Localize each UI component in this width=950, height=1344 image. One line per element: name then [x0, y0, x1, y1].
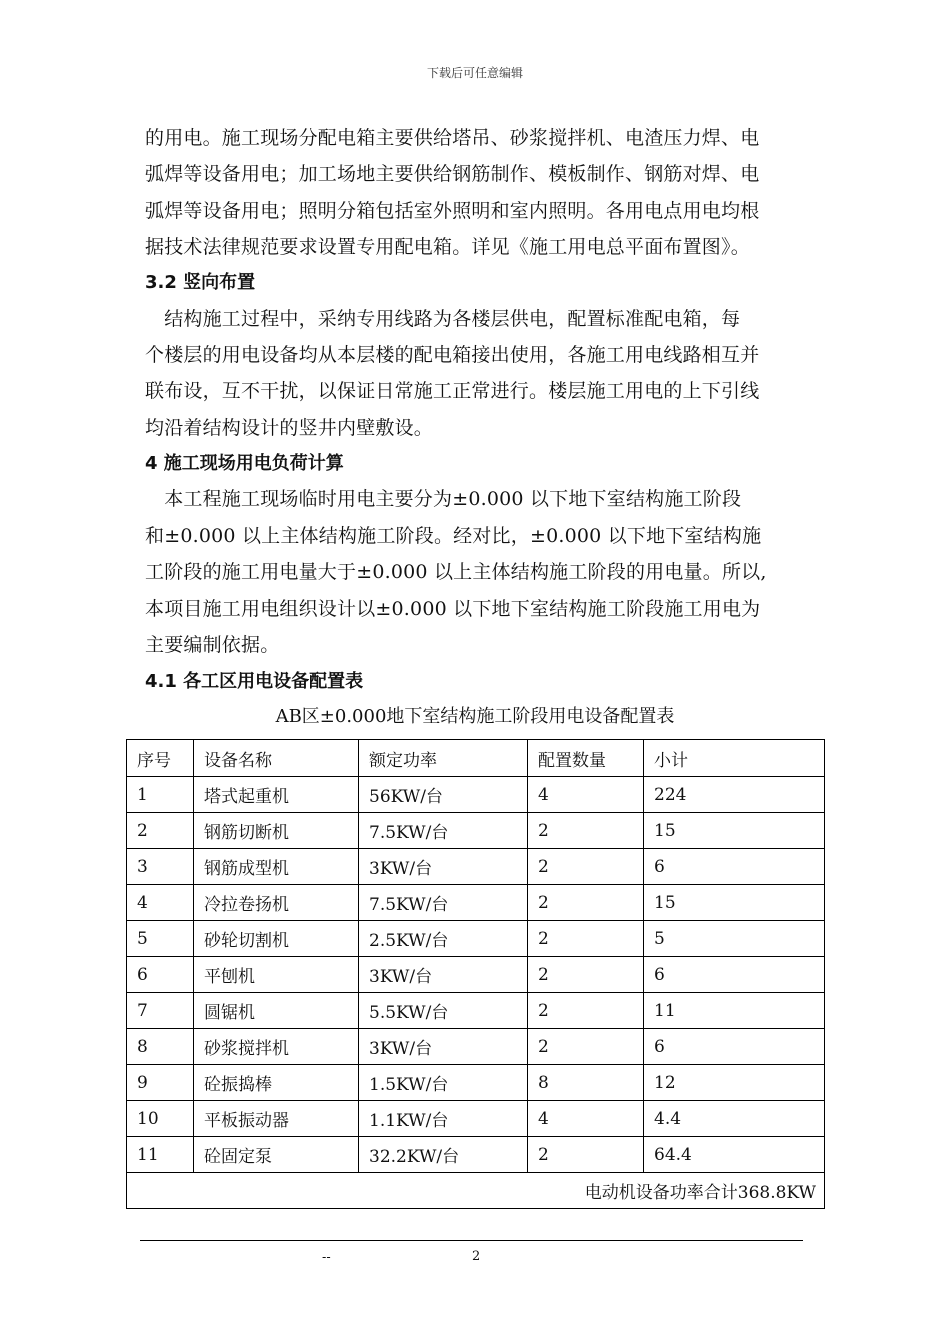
cell-subtotal: 224 — [644, 777, 825, 813]
cell-quantity: 2 — [528, 1137, 644, 1173]
equipment-table — [126, 739, 825, 1209]
cell-quantity: 2 — [528, 921, 644, 957]
column-header: 序号 — [127, 740, 194, 777]
paragraph-line: 联布设，互不干扰，以保证日常施工正常进行。楼层施工用电的上下引线 — [145, 380, 760, 402]
cell-index: 1 — [127, 777, 194, 813]
paragraph-line: 本工程施工现场临时用电主要分为±0.000 以下地下室结构施工阶段 — [145, 488, 742, 510]
cell-quantity: 4 — [528, 777, 644, 813]
cell-subtotal: 5 — [644, 921, 825, 957]
table-header-row — [127, 740, 825, 777]
cell-power: 3KW/台 — [359, 849, 528, 885]
cell-power: 2.5KW/台 — [359, 921, 528, 957]
paragraph-line: 和±0.000 以上主体结构施工阶段。经对比，±0.000 以下地下室结构施 — [145, 525, 762, 547]
paragraph-line: 主要编制依据。 — [145, 634, 280, 656]
cell-equipment: 砂浆搅拌机 — [194, 1029, 359, 1065]
cell-index: 7 — [127, 993, 194, 1029]
cell-quantity: 8 — [528, 1065, 644, 1101]
cell-equipment: 钢筋切断机 — [194, 813, 359, 849]
cell-quantity: 2 — [528, 1029, 644, 1065]
footer-dashes: -- — [322, 1250, 331, 1264]
column-header: 小计 — [644, 740, 825, 777]
cell-index: 4 — [127, 885, 194, 921]
cell-index: 6 — [127, 957, 194, 993]
cell-equipment: 平刨机 — [194, 957, 359, 993]
cell-power: 5.5KW/台 — [359, 993, 528, 1029]
total-power-cell: 电动机设备功率合计368.8KW — [127, 1173, 825, 1209]
cell-equipment: 平板振动器 — [194, 1101, 359, 1137]
paragraph-line: 本项目施工用电组织设计以±0.000 以下地下室结构施工阶段施工用电为 — [145, 598, 761, 620]
paragraph-line: 弧焊等设备用电；照明分箱包括室外照明和室内照明。各用电点用电均根 — [145, 200, 760, 222]
cell-quantity: 2 — [528, 849, 644, 885]
cell-power: 1.5KW/台 — [359, 1065, 528, 1101]
cell-equipment: 砂轮切割机 — [194, 921, 359, 957]
cell-power: 3KW/台 — [359, 1029, 528, 1065]
cell-index: 10 — [127, 1101, 194, 1137]
column-header: 设备名称 — [194, 740, 359, 777]
page-header: 下载后可任意编辑 — [426, 66, 523, 80]
cell-index: 9 — [127, 1065, 194, 1101]
cell-quantity: 2 — [528, 885, 644, 921]
cell-index: 3 — [127, 849, 194, 885]
footer-divider — [140, 1240, 803, 1241]
table-row — [127, 921, 825, 957]
section-heading-3-2: 3.2 竖向布置 — [145, 272, 256, 293]
cell-power: 32.2KW/台 — [359, 1137, 528, 1173]
page-number: 2 — [472, 1249, 481, 1264]
table-row — [127, 1065, 825, 1101]
paragraph-line: 均沿着结构设计的竖井内壁敷设。 — [145, 417, 434, 439]
cell-quantity: 2 — [528, 813, 644, 849]
cell-index: 5 — [127, 921, 194, 957]
paragraph-line: 弧焊等设备用电；加工场地主要供给钢筋制作、模板制作、钢筋对焊、电 — [145, 163, 760, 185]
cell-subtotal: 15 — [644, 885, 825, 921]
cell-power: 7.5KW/台 — [359, 885, 528, 921]
cell-index: 11 — [127, 1137, 194, 1173]
cell-subtotal: 6 — [644, 957, 825, 993]
cell-subtotal: 15 — [644, 813, 825, 849]
section-heading-4-1: 4.1 各工区用电设备配置表 — [145, 671, 364, 692]
cell-quantity: 2 — [528, 993, 644, 1029]
column-header: 配置数量 — [528, 740, 644, 777]
section-heading-4: 4 施工现场用电负荷计算 — [145, 453, 344, 474]
cell-power: 3KW/台 — [359, 957, 528, 993]
cell-subtotal: 11 — [644, 993, 825, 1029]
cell-equipment: 圆锯机 — [194, 993, 359, 1029]
table-row — [127, 777, 825, 813]
cell-quantity: 2 — [528, 957, 644, 993]
cell-equipment: 砼振捣棒 — [194, 1065, 359, 1101]
table-row — [127, 993, 825, 1029]
cell-quantity: 4 — [528, 1101, 644, 1137]
cell-equipment: 砼固定泵 — [194, 1137, 359, 1173]
cell-equipment: 冷拉卷扬机 — [194, 885, 359, 921]
table-row — [127, 1029, 825, 1065]
cell-equipment: 塔式起重机 — [194, 777, 359, 813]
paragraph-line: 据技术法律规范要求设置专用配电箱。详见《施工用电总平面布置图》。 — [145, 236, 750, 258]
table-total-row — [127, 1173, 825, 1209]
cell-power: 1.1KW/台 — [359, 1101, 528, 1137]
cell-subtotal: 12 — [644, 1065, 825, 1101]
cell-equipment: 钢筋成型机 — [194, 849, 359, 885]
paragraph-line: 结构施工过程中，采纳专用线路为各楼层供电，配置标准配电箱，每 — [145, 308, 741, 330]
table-caption: AB区±0.000地下室结构施工阶段用电设备配置表 — [275, 706, 675, 727]
cell-subtotal: 4.4 — [644, 1101, 825, 1137]
table-row — [127, 1101, 825, 1137]
cell-subtotal: 6 — [644, 1029, 825, 1065]
paragraph-line: 个楼层的用电设备均从本层楼的配电箱接出使用，各施工用电线路相互并 — [145, 344, 760, 366]
cell-power: 56KW/台 — [359, 777, 528, 813]
paragraph-line: 工阶段的施工用电量大于±0.000 以上主体结构施工阶段的用电量。所以, — [145, 561, 767, 583]
table-row — [127, 957, 825, 993]
table-row — [127, 1137, 825, 1173]
cell-index: 2 — [127, 813, 194, 849]
paragraph-line: 的用电。施工现场分配电箱主要供给塔吊、砂浆搅拌机、电渣压力焊、电 — [145, 127, 760, 149]
cell-subtotal: 64.4 — [644, 1137, 825, 1173]
cell-index: 8 — [127, 1029, 194, 1065]
table-row — [127, 885, 825, 921]
cell-power: 7.5KW/台 — [359, 813, 528, 849]
column-header: 额定功率 — [359, 740, 528, 777]
cell-subtotal: 6 — [644, 849, 825, 885]
table-row — [127, 813, 825, 849]
table-row — [127, 849, 825, 885]
